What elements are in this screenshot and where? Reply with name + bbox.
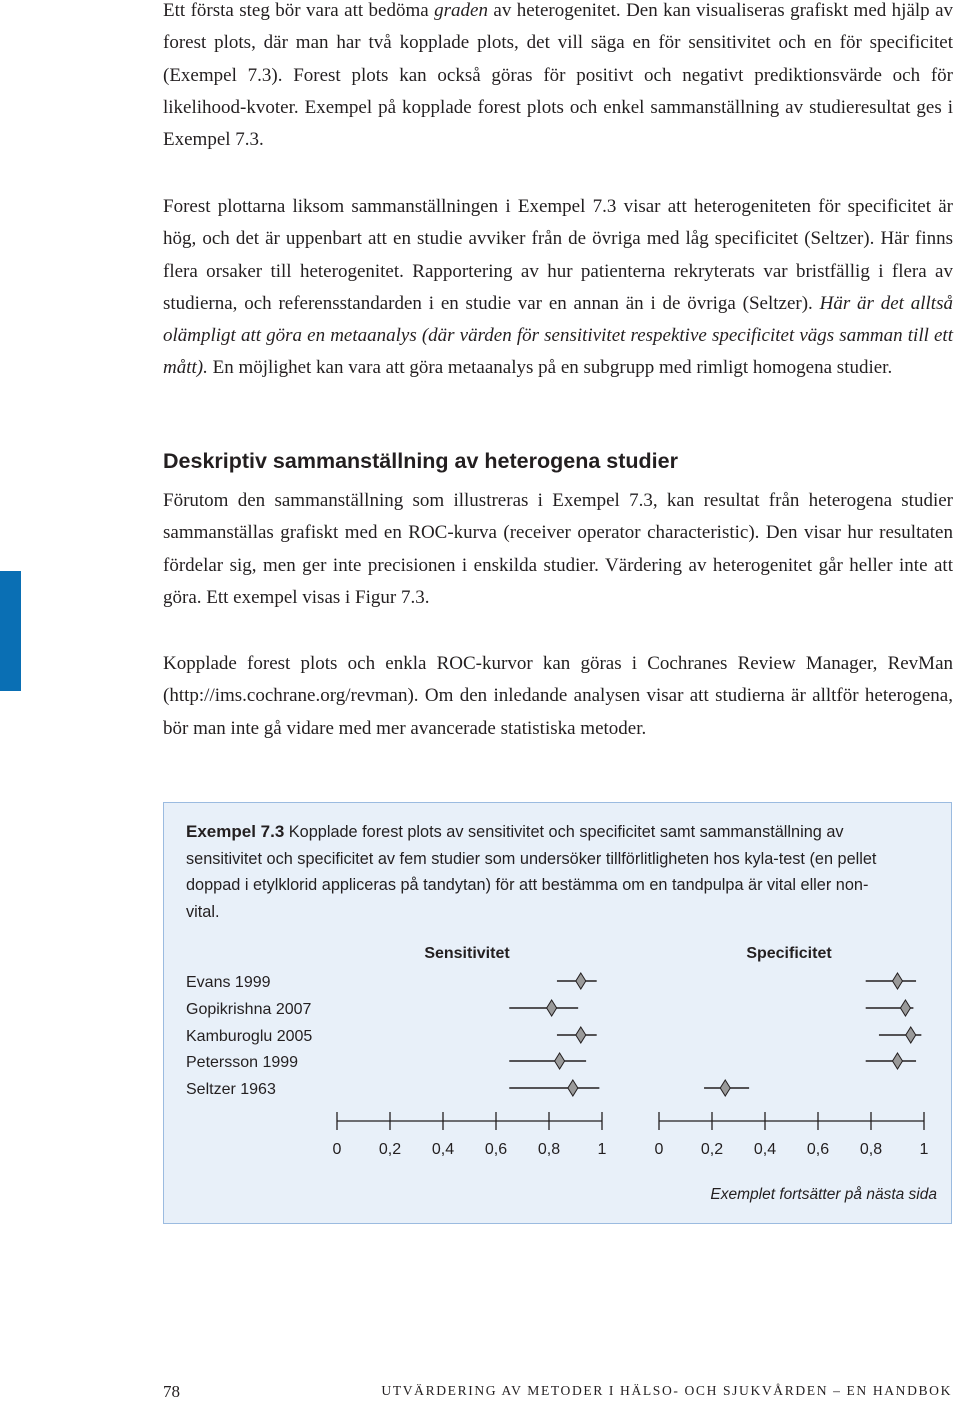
tick-label-specificitet-3: 0,6 bbox=[806, 1141, 830, 1158]
paragraph-2-text-b: En möjlighet kan vara att göra metaanalys på en subgrupp med rimligt homogena studier. bbox=[207, 357, 893, 379]
running-footer-title: UTVÄRDERING AV METODER I HÄLSO- OCH SJUKVÅRDEN – EN HANDBOK bbox=[381, 1383, 952, 1398]
paragraph-1-text-a: Ett första steg bör vara att bedöma bbox=[163, 0, 435, 21]
tick-label-specificitet-0: 0 bbox=[654, 1141, 664, 1158]
point-estimate-sensitivitet-1 bbox=[547, 1000, 557, 1016]
section-heading: Deskriptiv sammanställning av heterogena studier bbox=[163, 449, 678, 473]
example-label: Exempel 7.3 bbox=[186, 822, 285, 841]
paragraph-2 bbox=[163, 191, 953, 385]
tick-label-specificitet-1: 0,2 bbox=[700, 1141, 724, 1158]
paragraph-2-text-a: Forest plottarna liksom sammanställningen i Exempel 7.3 visar att heterogeniteten för specificitet är hög, och det är uppenbart att en studie avviker från de övriga med låg specificitet (Seltzer). Här finns flera orsaker till heterogenitet. Rapportering av hur patienterna rekryterats var bristfällig i flera av studierna, och referensstandarden i en studie var en annan än i de övriga (Seltzer). bbox=[163, 196, 953, 314]
point-estimate-specificitet-1 bbox=[900, 1000, 910, 1016]
tick-label-specificitet-4: 0,8 bbox=[859, 1141, 883, 1158]
paragraph-1-text-b: av heterogenitet. Den kan visualiseras grafiskt med hjälp av forest plots, där man har två kopplade plots, det vill säga en för sensitivitet och en för specificitet (Exempel 7.3). Forest plots kan också göras för positivt och negativt prediktionsvärde och för likelihood-kvoter. Exempel på kopplade forest plots och enkel sammanställning av studieresultat ges i Exempel 7.3. bbox=[163, 0, 954, 151]
tick-label-specificitet-2: 0,4 bbox=[753, 1141, 777, 1158]
continues-note: Exemplet fortsätter på nästa sida bbox=[710, 1186, 937, 1203]
paragraph-2-italic: Här är det alltså olämpligt att göra en metaanalys (där värden för sensitivitet respektive specificitet vägs samman till ett mått). bbox=[163, 292, 953, 379]
tick-label-sensitivitet-3: 0,6 bbox=[484, 1141, 508, 1158]
point-estimate-sensitivitet-0 bbox=[576, 973, 586, 989]
forest-plot bbox=[164, 803, 953, 1225]
study-label-evans: Evans 1999 bbox=[186, 974, 271, 991]
study-label-kamburoglu: Kamburoglu 2005 bbox=[186, 1028, 313, 1045]
paragraph-1-italic: graden bbox=[434, 0, 488, 21]
point-estimate-specificitet-0 bbox=[893, 973, 903, 989]
forest-axes bbox=[333, 1112, 929, 1158]
panel-title-sensitivitet: Sensitivitet bbox=[424, 945, 510, 962]
study-label-gopikrishna: Gopikrishna 2007 bbox=[186, 1001, 312, 1018]
study-label-seltzer: Seltzer 1963 bbox=[186, 1081, 276, 1098]
example-caption-text: Kopplade forest plots av sensitivitet och specificitet samt sammanställning av sensitivitet och specificitet av fem studier som undersöker tillförlitligheten hos kyla-test (en pellet doppad i etylklorid appliceras på tandytan) för att bestämma om en tandpulpa är vital eller non-vital. bbox=[186, 823, 877, 921]
point-estimate-specificitet-4 bbox=[720, 1080, 730, 1096]
point-estimate-specificitet-3 bbox=[893, 1053, 903, 1069]
tick-label-sensitivitet-5: 1 bbox=[597, 1141, 607, 1158]
study-label-petersson: Petersson 1999 bbox=[186, 1054, 299, 1071]
point-estimate-sensitivitet-2 bbox=[576, 1027, 586, 1043]
tick-label-sensitivitet-4: 0,8 bbox=[537, 1141, 561, 1158]
example-box bbox=[163, 802, 952, 1224]
paragraph-3: Förutom den sammanställning som illustreras i Exempel 7.3, kan resultat från heterogena studier sammanställas grafiskt med en ROC-kurva (receiver operator characteristic). Den visar hur resultaten fördelar sig, men ger inte precisionen i enskilda studier. Värdering av heterogenitet går heller inte att göra. Ett exempel visas i Figur 7.3. bbox=[163, 490, 953, 608]
side-tab-marker bbox=[0, 571, 21, 691]
point-estimate-sensitivitet-4 bbox=[568, 1080, 578, 1096]
forest-marks bbox=[509, 973, 921, 1096]
paragraph-1 bbox=[163, 0, 953, 156]
panel-title-specificitet: Specificitet bbox=[746, 945, 832, 962]
tick-label-sensitivitet-2: 0,4 bbox=[431, 1141, 455, 1158]
page-number: 78 bbox=[163, 1382, 180, 1401]
tick-label-sensitivitet-1: 0,2 bbox=[378, 1141, 402, 1158]
study-labels bbox=[186, 974, 312, 1098]
tick-label-specificitet-5: 1 bbox=[919, 1141, 929, 1158]
point-estimate-sensitivitet-3 bbox=[555, 1053, 565, 1069]
paragraph-4: Kopplade forest plots och enkla ROC-kurvor kan göras i Cochranes Review Manager, RevMan (http://ims.cochrane.org/revman). Om den inledande analysen visar att studierna är alltför heterogena, bör man inte gå vidare med mer avancerade statistiska metoder. bbox=[163, 653, 953, 739]
tick-label-sensitivitet-0: 0 bbox=[332, 1141, 342, 1158]
point-estimate-specificitet-2 bbox=[906, 1027, 916, 1043]
